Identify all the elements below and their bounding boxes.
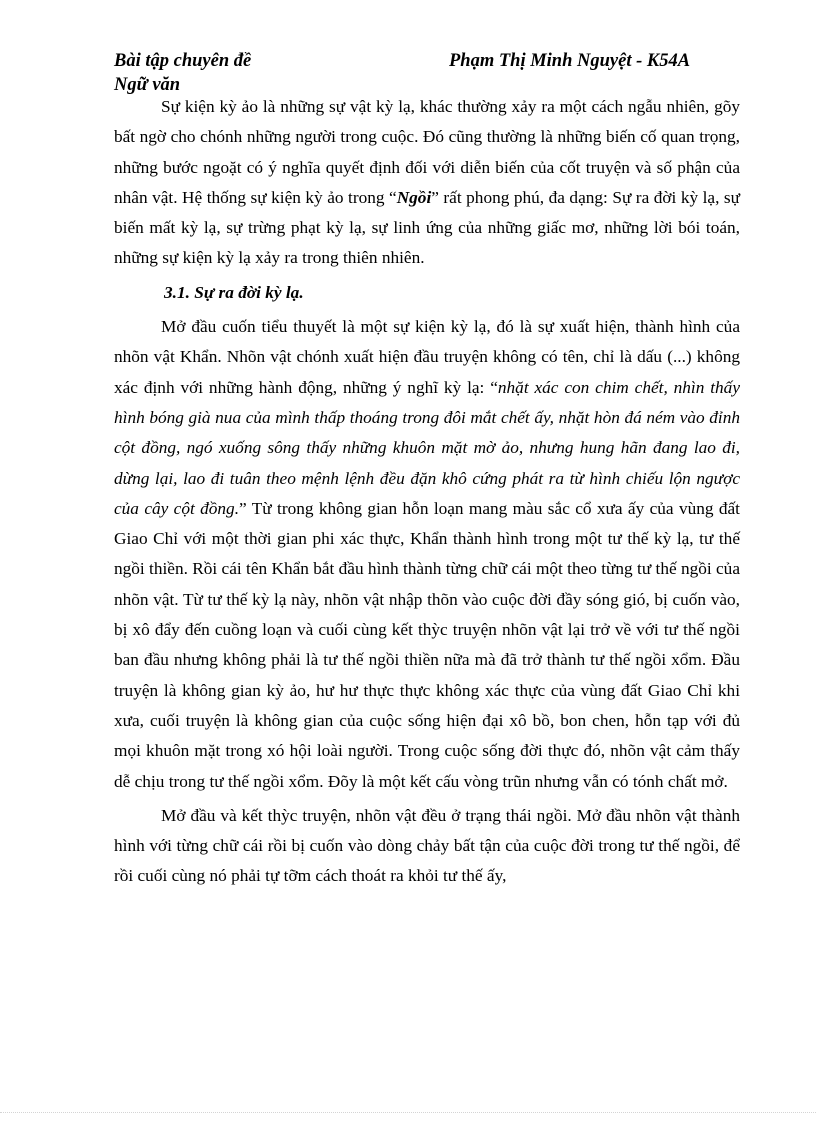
paragraph-2-text-a: Mở đầu cuốn tiểu thuyết là một sự kiện kỳ lạ, đó là sự xuất hiện, thành hình của nhõn vật Khẩn. Nhõn vật chónh xuất hiện đầu truyện không có tên, chỉ là dấu (...) không xác định với những hành động, những ý nghĩ kỳ lạ: “ [114, 317, 740, 397]
section-heading: 3.1. Sự ra đời kỳ lạ. [164, 282, 304, 302]
header-subject: Ngữ văn [114, 75, 181, 95]
header-course: Bài tập chuyên đề [114, 51, 252, 71]
paragraph-1-text-b: ” rất phong phú, đa dạng: Sự ra đời kỳ lạ, sự biến mất kỳ lạ, sự trừng phạt kỳ lạ, sự linh ứng của những giấc mơ, những lời bói toán, những sự kiện kỳ lạ xảy ra trong thiên nhiên. [114, 187, 741, 268]
paragraph-1-text-a: Sự kiện kỳ ảo là những sự vật kỳ lạ, khác thường xảy ra một cách ngẫu nhiên, gõy bất ngờ cho chónh những người trong cuộc. Đó cũng thường là những biến cố quan trọng, những bước ngoặt có ý nghĩa quyết định đối với diễn biến của cốt truyện và số phận của nhân vật. Hệ thống sự kiện kỳ ảo trong “ [114, 97, 740, 207]
paragraph-2 [114, 312, 740, 797]
paragraph-2-quote: nhặt xác con chim chết, nhìn thấy hình bóng già nua của mình thấp thoáng trong đôi mắt chết ấy, nhặt hòn đá ném vào đỉnh cột đồng, ngó xuống sông thấy những khuôn mặt mờ ảo, nhưng hung hãn đang lao đi, dừng lại, lao đi tuân theo mệnh lệnh đều đặn khô cứng phát ra từ hình chiếu lộn ngược của cây cột đồng. [114, 377, 740, 518]
header-author: Phạm Thị Minh Nguyệt - K54A [449, 51, 691, 71]
paragraph-1 [114, 92, 740, 274]
paragraph-3: Mở đầu và kết thỳc truyện, nhõn vật đều ở trạng thái ngồi. Mở đầu nhõn vật thành hình với từng chữ cái rồi bị cuốn vào dòng chảy bất tận của cuộc đời trong tư thế ngồi, để rồi cuối cùng nó phải tự tỡm cách thoát ra khỏi tư thế ấy, [114, 805, 740, 886]
document-body [114, 92, 740, 892]
paragraph-2-text-b: ” Từ trong không gian hỗn loạn mang màu sắc cổ xưa ấy của vùng đất Giao Chỉ với một thời gian phi xác thực, Khẩn thành hình trong một tư thế kỳ lạ, tư thế ngồi thiền. Rồi cái tên Khẩn bắt đầu hình thành từng chữ cái một theo từng tư thế ngồi của nhõn vật. Từ tư thế kỳ lạ này, nhõn vật nhập thõn vào cuộc đời đầy sóng gió, bị cuốn vào, bị xô đẩy đến cuồng loạn và cuối cùng kết thỳc truyện nhõn vật lại trở về với tư thế ngồi ban đầu nhưng không phải là tư thế ngồi thiền nữa mà đã trở thành tư thế ngồi xổm. Đầu truyện là không gian kỳ ảo, hư hư thực thực không xác thực của vùng đất Giao Chỉ khi xưa, cuối truyện là không gian của cuộc sống hiện đại xô bồ, bon chen, hỗn tạp với đủ mọi khuôn mặt trong xó hội loài người. Trong cuộc sống đời thực đó, nhõn vật cảm thấy dễ chịu trong tư thế ngồi xổm. Đõy là một kết cấu vòng trũn nhưng vẫn có tónh chất mở. [114, 498, 740, 791]
page-bottom-border [0, 1112, 816, 1113]
paragraph-1-emphasis: Ngồi [396, 187, 432, 207]
